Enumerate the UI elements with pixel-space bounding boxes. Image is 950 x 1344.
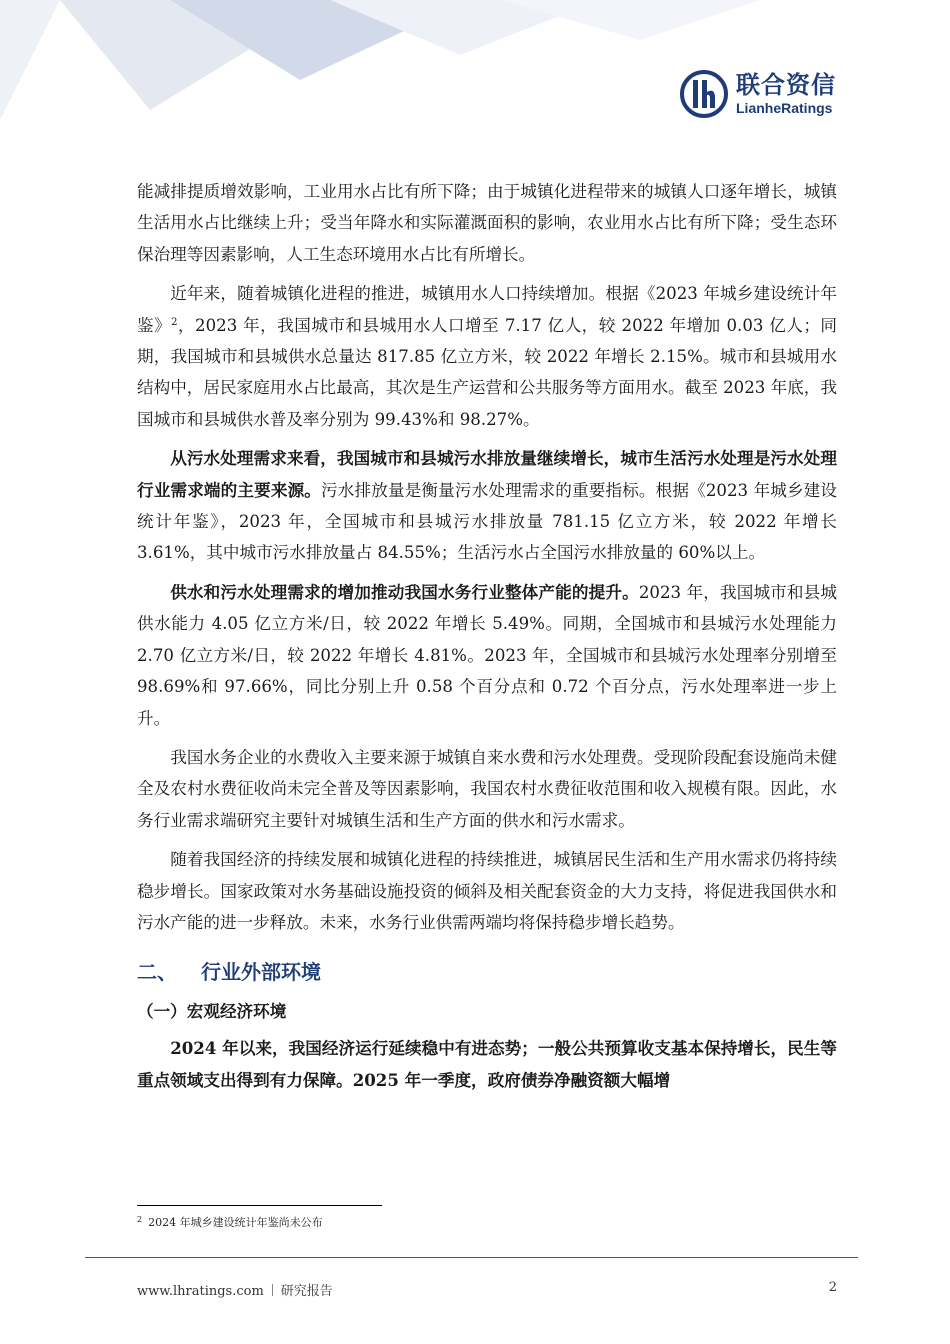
decor-shape-left: [0, 0, 60, 120]
paragraph-7: 2024 年以来，我国经济运行延续稳中有进态势；一般公共预算收支基本保持增长，民生等重点领域支出得到有力保障。2025 年一季度，政府债券净融资额大幅增: [137, 1038, 837, 1090]
footer-label: 研究报告: [280, 1284, 333, 1299]
logo-cn: 联合资信: [736, 71, 836, 99]
footnote: $^2$ 2024 年城乡建设统计年鉴尚未公布: [137, 1215, 323, 1229]
footnote-ref: 2: [171, 316, 178, 328]
paragraph-5: 我国水务企业的水费收入主要来源于城镇自来水费和污水处理费。受现阶段配套设施尚未健全及农村水费征收尚未完全普及等因素影响，我国农村水费征收范围和收入规模有限。因此，水务行业需求端研究主要针对城镇生活和生产方面的供水和污水需求。: [137, 747, 837, 830]
paragraph-1: 能减排提质增效影响，工业用水占比有所下降；由于城镇化进程带来的城镇人口逐年增长，城镇生活用水占比继续上升；受当年降水和实际灌溉面积的影响，农业用水占比有所下降；受生态环保治理等因素影响，人工生态环境用水占比有所增长。: [137, 182, 837, 264]
section-heading: 二、 行业外部环境: [137, 960, 321, 985]
paragraph-2: 近年来，随着城镇化进程的推进，城镇用水人口持续增加。根据《2023 年城乡建设统计年鉴》$^2$，2023 年，我国城市和县城用水人口增至 7.17 亿人，较 2022 年增加 0.03 亿人；同期，我国城市和县城供水总量达 817.85 亿立方米，较 2022 年增长 2.15%。城市和县城用水结构中，居民家庭用水占比最高，其次是生产运营和公共服务等方面用水。截至 2023 年底，我国城市和县城供水普及率分别为 99.43%和 98.27%。: [137, 284, 837, 429]
page-footer: [137, 1280, 837, 1299]
subsection-heading: （一）宏观经济环境: [137, 1001, 287, 1022]
page-number: 2: [828, 1280, 837, 1295]
footnote-divider: [137, 1205, 382, 1206]
logo-en: LianheRatings: [736, 100, 833, 116]
lh-logo-icon: [680, 70, 728, 118]
footer-divider: [85, 1257, 858, 1258]
paragraph-3: 从污水处理需求来看，我国城市和县城污水排放量继续增长，城市生活污水处理是污水处理行业需求端的主要来源。污水排放量是衡量污水处理需求的重要指标。根据《2023 年城乡建设统计年鉴》，2023 年，全国城市和县城污水排放量 781.15 亿立方米，较 2022 年增长 3.61%，其中城市污水排放量占 84.55%；生活污水占全国污水排放量的 60%以上。: [137, 448, 838, 563]
document-body: [137, 176, 837, 1104]
paragraph-4: 供水和污水处理需求的增加推动我国水务行业整体产能的提升。2023 年，我国城市和县城供水能力 4.05 亿立方米/日，较 2022 年增长 5.49%。同期，全国城市和县城污水处理能力 2.70 亿立方米/日，较 2022 年增长 4.81%。2023 年，全国城市和县城污水处理率分别增至 98.69%和 97.66%，同比分别上升 0.58 个百分点和 0.72 个百分点，污水处理率进一步上升。: [137, 581, 837, 728]
footer-separator: [272, 1284, 273, 1296]
logo: [680, 70, 836, 118]
footer-website-link[interactable]: www.lhratings.com: [137, 1284, 264, 1299]
paragraph-6: 随着我国经济的持续发展和城镇化进程的持续推进，城镇居民生活和生产用水需求仍将持续稳步增长。国家政策对水务基础设施投资的倾斜及相关配套资金的大力支持，将促进我国供水和污水产能的进一步释放。未来，水务行业供需两端均将保持稳步增长趋势。: [137, 850, 837, 932]
